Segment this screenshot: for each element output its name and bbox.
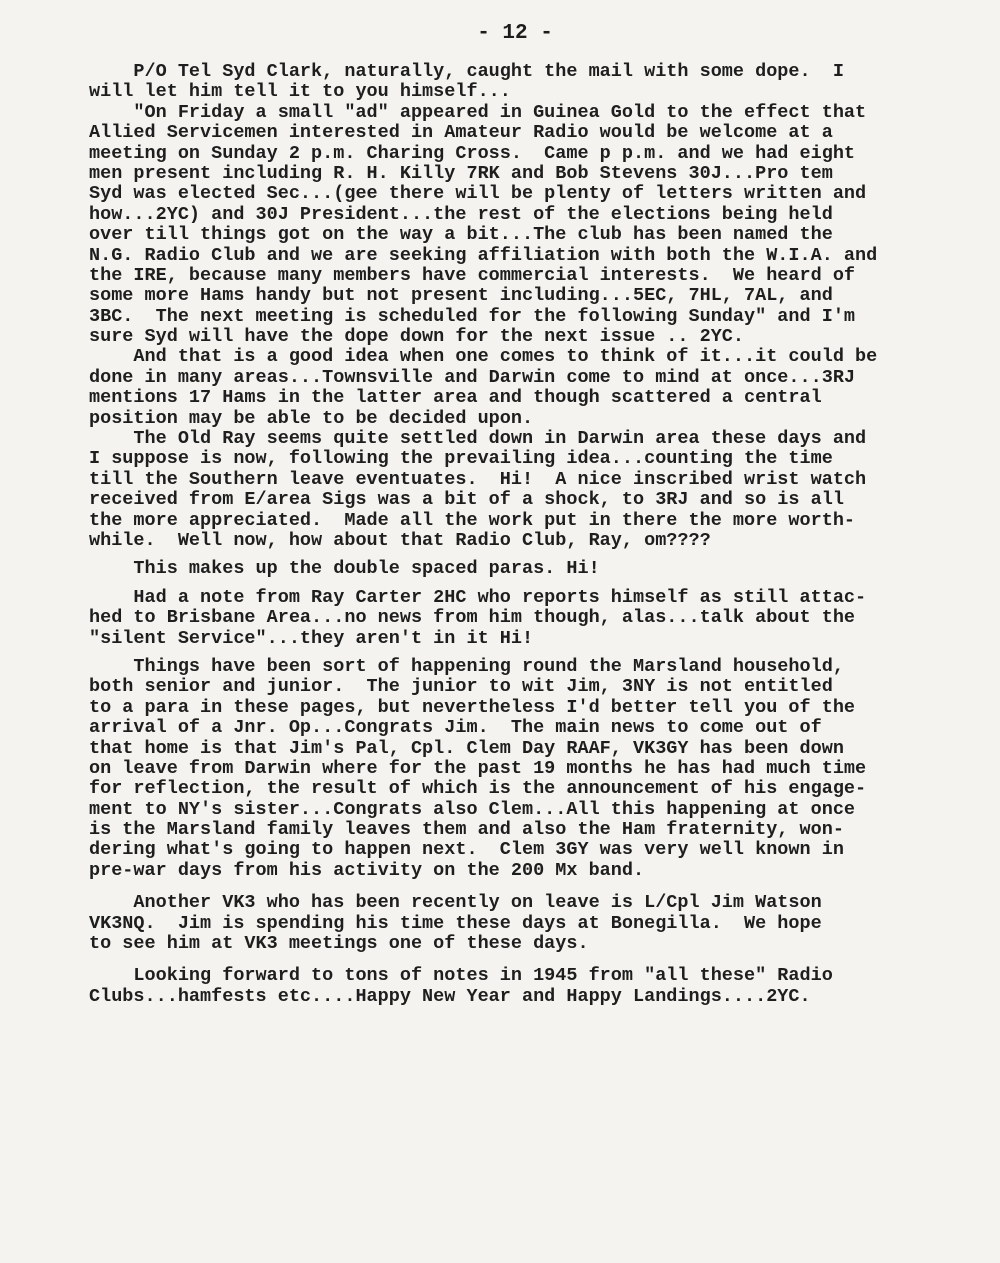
paragraph — [89, 588, 969, 649]
text-line: done in many areas...Townsville and Darwin come to mind at once...3RJ — [89, 366, 856, 388]
text-line: some more Hams handy but not present including...5EC, 7HL, 7AL, and — [89, 285, 833, 307]
text-line: I suppose is now, following the prevailing idea...counting the time — [89, 448, 833, 470]
text-line: mentions 17 Hams in the latter area and though scattered a central — [89, 387, 822, 409]
text-line: over till things got on the way a bit...The club has been named the — [89, 224, 833, 246]
text-line: on leave from Darwin where for the past 19 months he has had much time — [89, 757, 867, 779]
text-line: Syd was elected Sec...(gee there will be plenty of letters written and — [89, 183, 867, 205]
text-line: the more appreciated. Made all the work put in there the more worth- — [89, 509, 856, 531]
text-line: dering what's going to happen next. Clem 3GY was very well known in — [89, 839, 844, 861]
paragraph — [89, 62, 969, 103]
text-line: to see him at VK3 meetings one of these days. — [89, 933, 589, 955]
text-line: And that is a good idea when one comes to think of it...it could be — [89, 346, 878, 368]
text-line: 3BC. The next meeting is scheduled for the following Sunday" and I'm — [89, 305, 856, 327]
text-line: pre-war days from his activity on the 200 Mx band. — [89, 859, 645, 881]
text-line: for reflection, the result of which is the announcement of his engage- — [89, 778, 867, 800]
text-line: Looking forward to tons of notes in 1945 from "all these" Radio — [89, 965, 833, 987]
paragraph — [89, 893, 969, 954]
text-line: VK3NQ. Jim is spending his time these days at Bonegilla. We hope — [89, 912, 822, 934]
text-line: till the Southern leave eventuates. Hi! A nice inscribed wrist watch — [89, 468, 867, 490]
paragraph — [89, 103, 969, 348]
text-line: N.G. Radio Club and we are seeking affiliation with both the W.I.A. and — [89, 244, 878, 266]
text-line: men present including R. H. Killy 7RK and Bob Stevens 30J...Pro tem — [89, 162, 833, 184]
text-line: will let him tell it to you himself... — [89, 81, 511, 103]
text-line: "silent Service"...they aren't in it Hi! — [89, 627, 534, 649]
page-number: - 12 - — [477, 22, 553, 45]
text-line: position may be able to be decided upon. — [89, 407, 534, 429]
text-line: both senior and junior. The junior to wit Jim, 3NY is not entitled — [89, 676, 833, 698]
text-line: that home is that Jim's Pal, Cpl. Clem Day RAAF, VK3GY has been down — [89, 737, 844, 759]
text-line: is the Marsland family leaves them and also the Ham fraternity, won- — [89, 819, 844, 841]
text-line: ment to NY's sister...Congrats also Clem...All this happening at once — [89, 798, 856, 820]
text-line: sure Syd will have the dope down for the next issue .. 2YC. — [89, 326, 745, 348]
text-line: to a para in these pages, but nevertheless I'd better tell you of the — [89, 696, 856, 718]
text-line: Clubs...hamfests etc....Happy New Year and Happy Landings....2YC. — [89, 985, 811, 1007]
text-line: Another VK3 who has been recently on leave is L/Cpl Jim Watson — [89, 892, 822, 914]
text-line: Allied Servicemen interested in Amateur Radio would be welcome at a — [89, 122, 833, 144]
text-line: The Old Ray seems quite settled down in Darwin area these days and — [89, 428, 867, 450]
paragraph — [89, 657, 969, 881]
paragraph — [89, 429, 969, 551]
text-line: hed to Brisbane Area...no news from him though, alas...talk about the — [89, 607, 856, 629]
text-line: the IRE, because many members have commercial interests. We heard of — [89, 264, 856, 286]
page-body — [89, 62, 969, 1007]
text-line: meeting on Sunday 2 p.m. Charing Cross. Came p p.m. and we had eight — [89, 142, 856, 164]
text-line: "On Friday a small "ad" appeared in Guinea Gold to the effect that — [89, 101, 867, 123]
paragraph — [89, 966, 969, 1007]
text-line: while. Well now, how about that Radio Club, Ray, om???? — [89, 529, 711, 551]
paragraph — [89, 559, 969, 579]
text-line: Had a note from Ray Carter 2HC who reports himself as still attac- — [89, 586, 867, 608]
text-line: how...2YC) and 30J President...the rest of the elections being held — [89, 203, 833, 225]
text-line: P/O Tel Syd Clark, naturally, caught the mail with some dope. I — [89, 61, 844, 82]
text-line: This makes up the double spaced paras. Hi! — [89, 558, 600, 580]
text-line: Things have been sort of happening round the Marsland household, — [89, 655, 844, 677]
text-line: received from E/area Sigs was a bit of a shock, to 3RJ and so is all — [89, 489, 844, 511]
text-line: arrival of a Jnr. Op...Congrats Jim. The main news to come out of — [89, 717, 822, 739]
paragraph — [89, 347, 969, 429]
